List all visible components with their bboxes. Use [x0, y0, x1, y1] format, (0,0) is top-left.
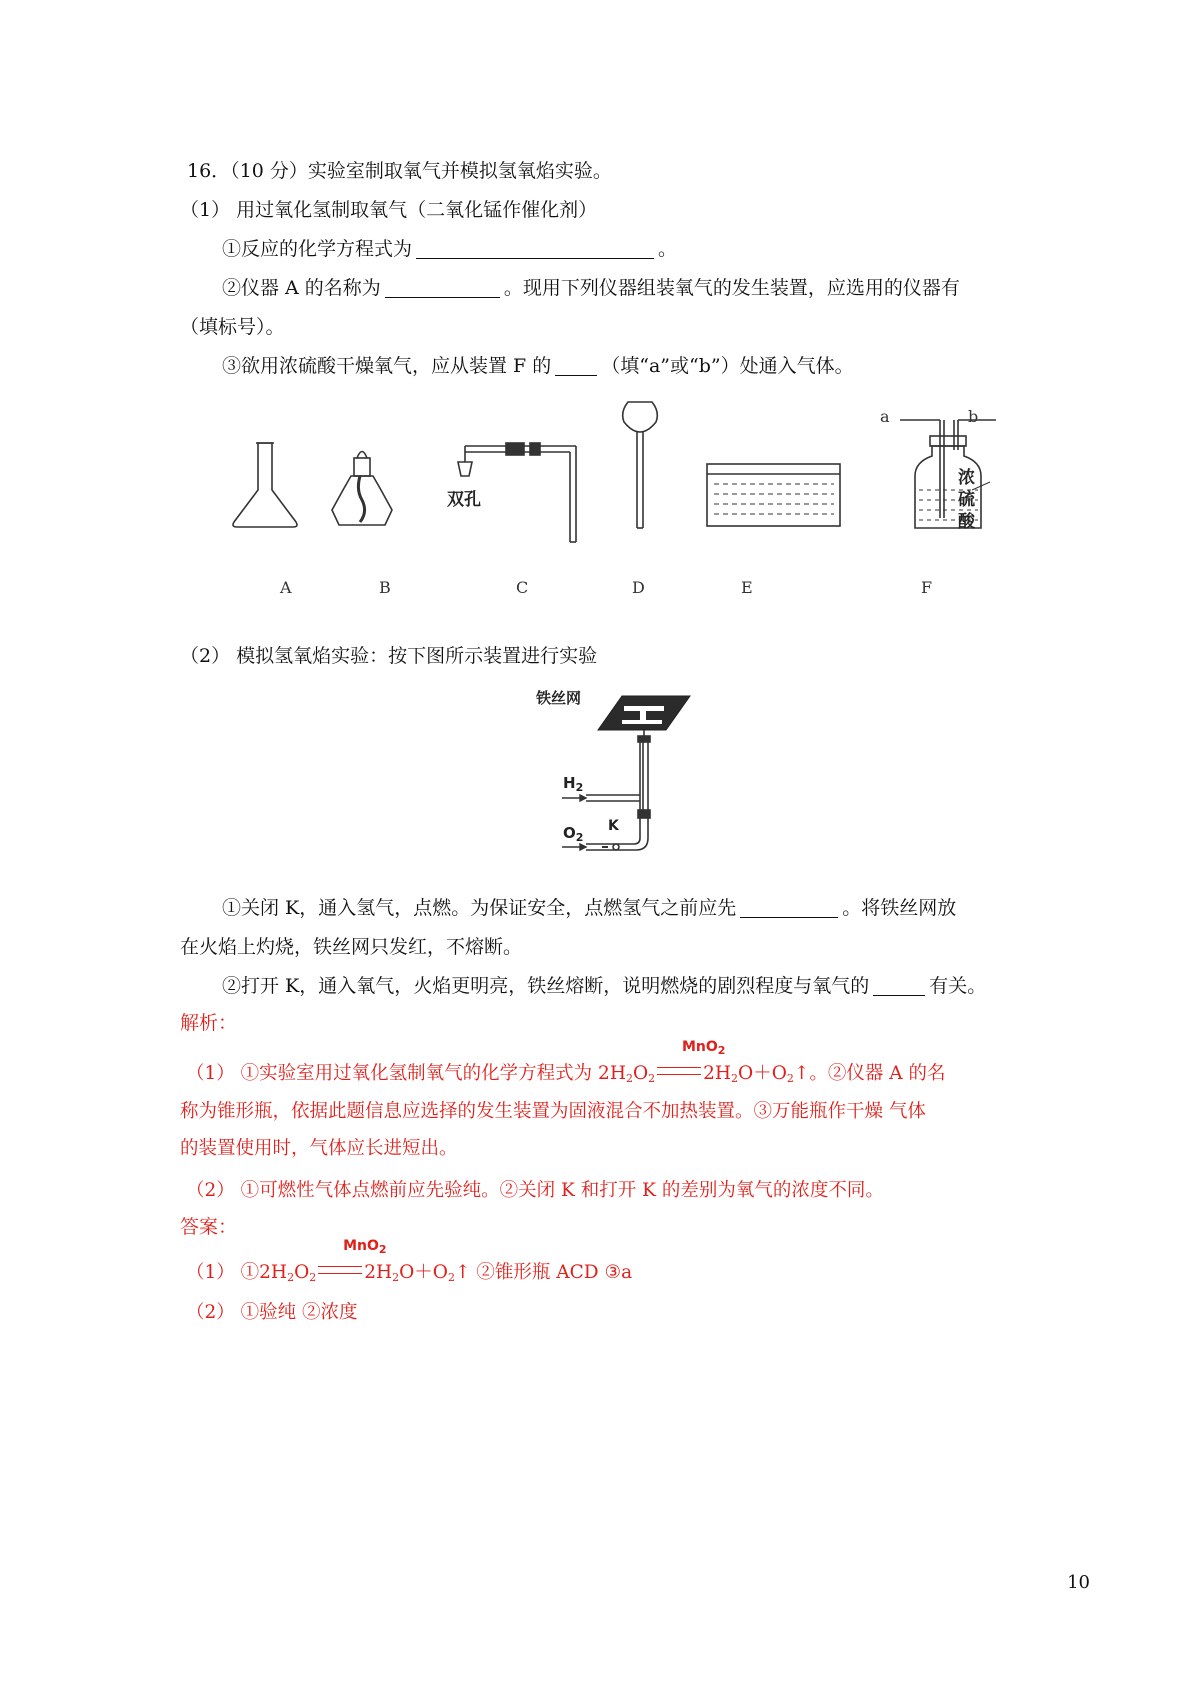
analysis-p1-line2: 称为锥形瓶，依据此题信息应选择的发生装置为固液混合不加热装置。③万能瓶作干燥 气体	[180, 1101, 926, 1122]
h2-label	[563, 774, 583, 792]
k-label: K	[608, 818, 619, 834]
analysis-equation	[598, 1039, 810, 1087]
h2-subscript: 2	[575, 781, 584, 794]
question-3	[222, 353, 854, 379]
analysis-title: 解析：	[180, 1012, 238, 1034]
label-b: B	[379, 578, 391, 597]
answer-equation	[259, 1238, 471, 1286]
question-2	[222, 275, 960, 301]
apparatus-f-wash-bottle	[900, 420, 996, 528]
question-header: 16．（10 分）实验室制取氧气并模拟氢氧焰实验。	[187, 160, 612, 182]
answer-eq-lhs-sub2: 2	[309, 1271, 317, 1284]
f-liquid-label-3: 酸	[958, 512, 975, 532]
f-liquid-label-1: 浓	[958, 468, 975, 488]
mesh-label: 铁丝网	[536, 689, 582, 707]
part2-title: （2） 模拟氢氧焰实验：按下图所示装置进行实验	[180, 645, 598, 667]
o2-label	[563, 824, 583, 842]
equation-equals	[657, 1067, 701, 1075]
label-f: F	[921, 578, 933, 597]
answer-eq-arrow: ↑	[454, 1262, 471, 1283]
q4-text-b: 。将铁丝网放	[842, 897, 957, 919]
c-note-label: 双孔	[447, 490, 481, 510]
label-e: E	[741, 578, 753, 597]
condition-text: MnO	[681, 1039, 718, 1055]
q5-text-a: ②打开 K，通入氧气，火焰更明亮，铁丝熔断，说明燃烧的剧烈程度与氧气的	[222, 975, 870, 997]
answer-equation-equals	[318, 1266, 362, 1274]
answer-blank-4[interactable]	[740, 897, 838, 918]
eq-rhs1-sub: 2	[731, 1072, 739, 1085]
question-5	[222, 973, 986, 999]
answer-blank-2[interactable]	[385, 277, 500, 298]
question-1	[222, 236, 677, 262]
apparatus-figure	[0, 390, 1200, 590]
answer-blank-3[interactable]	[555, 355, 597, 376]
answer-1-prefix: （1） ①	[186, 1262, 260, 1283]
answer-eq-rhs1: 2H	[364, 1262, 393, 1283]
q5-text-b: 有关。	[929, 975, 987, 997]
equation-condition	[598, 1039, 809, 1055]
apparatus-b-alcohol-lamp	[332, 452, 392, 526]
apparatus-d-funnel	[623, 402, 658, 528]
analysis-p1-line3: 的装置使用时，气体应长进短出。	[180, 1138, 458, 1159]
wire-mesh	[598, 696, 690, 730]
label-a: A	[280, 578, 292, 597]
f-liquid-label-2: 硫	[958, 490, 975, 510]
question-2-cont: （填标号）。	[180, 316, 285, 338]
answer-2: （2） ①验纯 ②浓度	[186, 1302, 358, 1323]
eq-lhs-sub1: 2	[625, 1072, 633, 1085]
answer-condition-text: MnO	[343, 1238, 379, 1254]
apparatus-e-trough	[707, 464, 840, 526]
q2-text-a: ②仪器 A 的名称为	[222, 277, 381, 299]
analysis-p1-line1	[186, 1039, 946, 1087]
answer-eq-lhs: 2H	[259, 1262, 288, 1283]
answer-eq-lhs-sub1: 2	[287, 1271, 295, 1284]
answer-eq-rhs2-sub: 2	[447, 1271, 455, 1284]
condition-sub: 2	[717, 1044, 726, 1057]
answer-title: 答案：	[180, 1216, 238, 1238]
q4-text-a: ①关闭 K，通入氢气，点燃。为保证安全，点燃氢气之前应先	[222, 897, 737, 919]
eq-rhs2-sub: 2	[786, 1072, 794, 1085]
apparatus-a-conical-flask	[233, 443, 297, 527]
part1-title: （1） 用过氧化氢制取氧气（二氧化锰作催化剂）	[180, 199, 598, 221]
answer-eq-rhs1-sub: 2	[392, 1271, 400, 1284]
answer-blank-1[interactable]	[416, 238, 654, 259]
q3-text-a: ③欲用浓硫酸干燥氧气，应从装置 F 的	[222, 355, 552, 377]
f-port-b-label: b	[968, 407, 979, 426]
eq-rhs1: 2H	[703, 1063, 732, 1084]
label-d: D	[632, 578, 645, 597]
eq-lhs-o: O	[632, 1063, 649, 1084]
analysis-p1-b: 。②仪器 A 的名	[809, 1063, 946, 1084]
q2-text-b: 。现用下列仪器组装氧气的发生装置，应选用的仪器有	[503, 277, 960, 299]
answer-eq-lhs-o: O	[294, 1262, 310, 1283]
f-port-a-label: a	[880, 407, 890, 426]
answer-condition-sub: 2	[378, 1243, 387, 1256]
q1-text: ①反应的化学方程式为	[222, 238, 413, 260]
h2-text: H	[563, 774, 576, 792]
question-4	[222, 895, 956, 921]
answer-equation-condition	[259, 1238, 470, 1254]
eq-lhs-sub2: 2	[648, 1072, 656, 1085]
answer-1	[186, 1238, 633, 1286]
eq-rhs1-end: O＋O	[738, 1063, 787, 1084]
answer-eq-rhs1-end: O＋O	[399, 1262, 448, 1283]
eq-arrow: ↑	[793, 1063, 810, 1084]
answer-1-suffix: ②锥形瓶 ACD ③a	[470, 1262, 633, 1283]
question-4-cont: 在火焰上灼烧，铁丝网只发红，不熔断。	[180, 936, 523, 958]
q3-text-b: （填“a”或“b”）处通入气体。	[601, 355, 854, 377]
label-c: C	[516, 578, 529, 597]
eq-lhs: 2H	[598, 1063, 626, 1084]
page-number: 10	[1067, 1572, 1090, 1593]
analysis-p1-a: （1） ①实验室用过氧化氢制氧气的化学方程式为	[186, 1063, 599, 1084]
analysis-p2: （2） ①可燃性气体点燃前应先验纯。②关闭 K 和打开 K 的差别为氧气的浓度不同。	[186, 1180, 884, 1201]
answer-blank-5[interactable]	[873, 975, 925, 996]
o2-text: O	[563, 824, 576, 842]
q1-end: 。	[658, 238, 678, 260]
o2-subscript: 2	[575, 831, 584, 844]
